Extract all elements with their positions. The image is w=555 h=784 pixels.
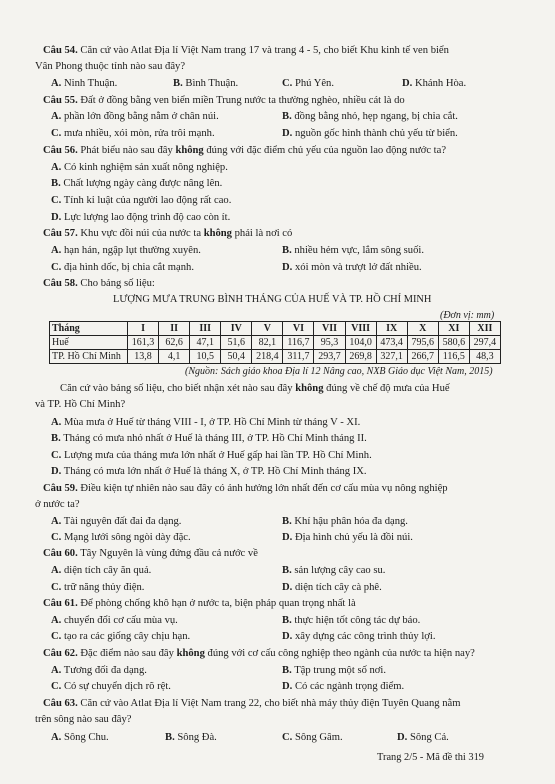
q54-option-d[interactable]: D. Khánh Hòa.: [402, 78, 467, 89]
page-footer: Trang 2/5 - Mã đề thi 319: [377, 752, 484, 763]
table-header-cell: XII: [469, 322, 500, 336]
table-unit: (Đơn vị: mm): [440, 310, 495, 321]
table-header-cell: VIII: [345, 322, 376, 336]
q60-option-c[interactable]: C. trữ năng thủy điện.: [51, 582, 145, 593]
q58-option-a[interactable]: A. Mùa mưa ở Huế từ tháng VIII - I, ở TP. Hồ Chí Minh từ tháng V - XI.: [51, 417, 361, 428]
q58-option-b[interactable]: B. Tháng có mưa nhỏ nhất ở Huế là tháng III, ở TP. Hồ Chí Minh tháng II.: [51, 433, 367, 444]
table-cell: 51,6: [221, 336, 252, 350]
table-cell: 13,8: [128, 350, 159, 364]
table-header-cell: IX: [376, 322, 407, 336]
q59-option-a[interactable]: A. Tài nguyên đất đai đa dạng.: [51, 516, 182, 527]
q60-option-a[interactable]: A. diện tích cây ăn quả.: [51, 565, 152, 576]
q56-option-c[interactable]: C. Tính kỉ luật của người lao động rất cao.: [51, 195, 232, 206]
table-cell: 104,0: [345, 336, 376, 350]
q57-option-a[interactable]: A. hạn hán, ngập lụt thường xuyên.: [51, 245, 201, 256]
q61-stem: Câu 61. Để phòng chống khô hạn ở nước ta, biện pháp quan trọng nhất là: [43, 598, 356, 609]
q61-option-b[interactable]: B. thực hiện tốt công tác dự báo.: [282, 615, 421, 626]
q60-stem: Câu 60. Tây Nguyên là vùng đứng đầu cả nước về: [43, 548, 258, 559]
table-header-cell: I: [128, 322, 159, 336]
q54-option-b[interactable]: B. Bình Thuận.: [173, 78, 239, 89]
q63-option-c[interactable]: C. Sông Gâm.: [282, 732, 343, 743]
table-cell: 218,4: [252, 350, 283, 364]
table-title: LƯỢNG MƯA TRUNG BÌNH THÁNG CỦA HUẾ VÀ TP. HỒ CHÍ MINH: [113, 294, 432, 305]
table-cell: 297,4: [469, 336, 500, 350]
table-header-cell: II: [159, 322, 190, 336]
q60-option-d[interactable]: D. diện tích cây cà phê.: [282, 582, 382, 593]
q58-option-d[interactable]: D. Tháng có mưa lớn nhất ở Huế là tháng X, ở TP. Hồ Chí Minh tháng IX.: [51, 466, 367, 477]
table-header-cell: X: [407, 322, 438, 336]
q63-option-b[interactable]: B. Sông Đà.: [165, 732, 217, 743]
table-cell: 293,7: [314, 350, 345, 364]
table-cell: 327,1: [376, 350, 407, 364]
q55-option-a[interactable]: A. phần lớn đồng bằng nằm ở chân núi.: [51, 111, 219, 122]
table-cell: 580,6: [438, 336, 469, 350]
q54-option-c[interactable]: C. Phú Yên.: [282, 78, 335, 89]
table-cell: 311,7: [283, 350, 314, 364]
table-cell: 50,4: [221, 350, 252, 364]
q58-option-c[interactable]: C. Lượng mưa của tháng mưa lớn nhất ở Huế gấp hai lần TP. Hồ Chí Minh.: [51, 450, 372, 461]
q59-option-d[interactable]: D. Địa hình chủ yếu là đồi núi.: [282, 532, 413, 543]
q57-option-c[interactable]: C. địa hình dốc, bị chia cắt mạnh.: [51, 262, 194, 273]
q62-option-d[interactable]: D. Có các ngành trọng điểm.: [282, 681, 405, 692]
q61-option-c[interactable]: C. tạo ra các giống cây chịu hạn.: [51, 631, 191, 642]
q59-stem-cont: ở nước ta?: [35, 499, 80, 510]
table-cell: 4,1: [159, 350, 190, 364]
q61-option-a[interactable]: A. chuyển đổi cơ cấu mùa vụ.: [51, 615, 178, 626]
q63-stem-cont: trên sông nào sau đây?: [35, 714, 132, 725]
q55-option-b[interactable]: B. đồng bằng nhỏ, hẹp ngang, bị chia cắt.: [282, 111, 458, 122]
q56-option-b[interactable]: B. Chất lượng ngày càng được nâng lên.: [51, 178, 223, 189]
q57-option-b[interactable]: B. nhiều hẻm vực, lắm sông suối.: [282, 245, 424, 256]
table-header-cell: VII: [314, 322, 345, 336]
table-header-cell: V: [252, 322, 283, 336]
table-cell: 10,5: [190, 350, 221, 364]
table-cell: 47,1: [190, 336, 221, 350]
table-header-cell: III: [190, 322, 221, 336]
q62-option-c[interactable]: C. Có sự chuyển dịch rõ rệt.: [51, 681, 171, 692]
q55-option-d[interactable]: D. nguồn gốc hình thành chủ yếu từ biển.: [282, 128, 458, 139]
table-header-row: [50, 322, 501, 336]
q63-option-d[interactable]: D. Sông Cả.: [397, 732, 449, 743]
table-row: [50, 336, 501, 350]
q54-stem-cont: Vân Phong thuộc tỉnh nào sau đây?: [35, 61, 186, 72]
table-cell: 116,5: [438, 350, 469, 364]
table-cell: 269,8: [345, 350, 376, 364]
table-cell: TP. Hồ Chí Minh: [50, 350, 128, 364]
q62-stem: Câu 62. Đặc điểm nào sau đây không đúng với cơ cấu công nghiệp theo ngành của nước ta hiện nay?: [43, 648, 475, 659]
table-source: (Nguồn: Sách giáo khoa Địa lí 12 Nâng cao, NXB Giáo dục Việt Nam, 2015): [185, 366, 493, 377]
q54-option-a[interactable]: A. Ninh Thuận.: [51, 78, 118, 89]
q62-option-a[interactable]: A. Tương đối đa dạng.: [51, 665, 147, 676]
q58-question-cont: và TP. Hồ Chí Minh?: [35, 399, 126, 410]
table-cell: 795,6: [407, 336, 438, 350]
q58-question: Căn cứ vào bảng số liệu, cho biết nhận xét nào sau đây không đúng về chế độ mưa của Huế: [60, 383, 450, 394]
q63-option-a[interactable]: A. Sông Chu.: [51, 732, 109, 743]
table-cell: 62,6: [159, 336, 190, 350]
table-cell: 116,7: [283, 336, 314, 350]
table-cell: 48,3: [469, 350, 500, 364]
table-header-cell: XI: [438, 322, 469, 336]
q59-option-c[interactable]: C. Mạng lưới sông ngòi dày đặc.: [51, 532, 191, 543]
rainfall-table: [49, 321, 501, 364]
table-cell: 95,3: [314, 336, 345, 350]
q57-stem: Câu 57. Khu vực đồi núi của nước ta không phải là nơi có: [43, 228, 293, 239]
q62-option-b[interactable]: B. Tập trung một số nơi.: [282, 665, 387, 676]
table-cell: 82,1: [252, 336, 283, 350]
table-cell: 266,7: [407, 350, 438, 364]
q61-option-d[interactable]: D. xây dựng các công trình thủy lợi.: [282, 631, 436, 642]
table-header-cell: Tháng: [50, 322, 128, 336]
q55-option-c[interactable]: C. mưa nhiều, xói mòn, rửa trôi mạnh.: [51, 128, 215, 139]
q57-option-d[interactable]: D. xói mòn và trượt lở đất nhiều.: [282, 262, 422, 273]
q59-option-b[interactable]: B. Khí hậu phân hóa đa dạng.: [282, 516, 408, 527]
q55-stem: Câu 55. Đất ở đồng bằng ven biển miền Trung nước ta thường nghèo, nhiều cát là do: [43, 95, 405, 106]
table-row: [50, 350, 501, 364]
q56-option-d[interactable]: D. Lực lượng lao động trình độ cao còn ít.: [51, 212, 231, 223]
q60-option-b[interactable]: B. sản lượng cây cao su.: [282, 565, 386, 576]
q58-stem: Câu 58. Cho bảng số liệu:: [43, 278, 155, 289]
table-header-cell: VI: [283, 322, 314, 336]
q63-stem: Câu 63. Căn cứ vào Atlat Địa lí Việt Nam trang 22, cho biết nhà máy thủy điện Tuyên Quang nằm: [43, 698, 461, 709]
q56-stem: Câu 56. Phát biểu nào sau đây không đúng với đặc điểm chủ yếu của nguồn lao động nước ta?: [43, 145, 447, 156]
q59-stem: Câu 59. Điều kiện tự nhiên nào sau đây có ảnh hưởng lớn nhất đến cơ cấu mùa vụ nông nghiệp: [43, 483, 448, 494]
q54-stem: Câu 54. Căn cứ vào Atlat Địa lí Việt Nam trang 17 và trang 4 - 5, cho biết Khu kinh tế ven biển: [43, 45, 449, 56]
table-header-cell: IV: [221, 322, 252, 336]
table-cell: 473,4: [376, 336, 407, 350]
table-cell: Huế: [50, 336, 128, 350]
q56-option-a[interactable]: A. Có kinh nghiệm sản xuất nông nghiệp.: [51, 162, 228, 173]
table-cell: 161,3: [128, 336, 159, 350]
